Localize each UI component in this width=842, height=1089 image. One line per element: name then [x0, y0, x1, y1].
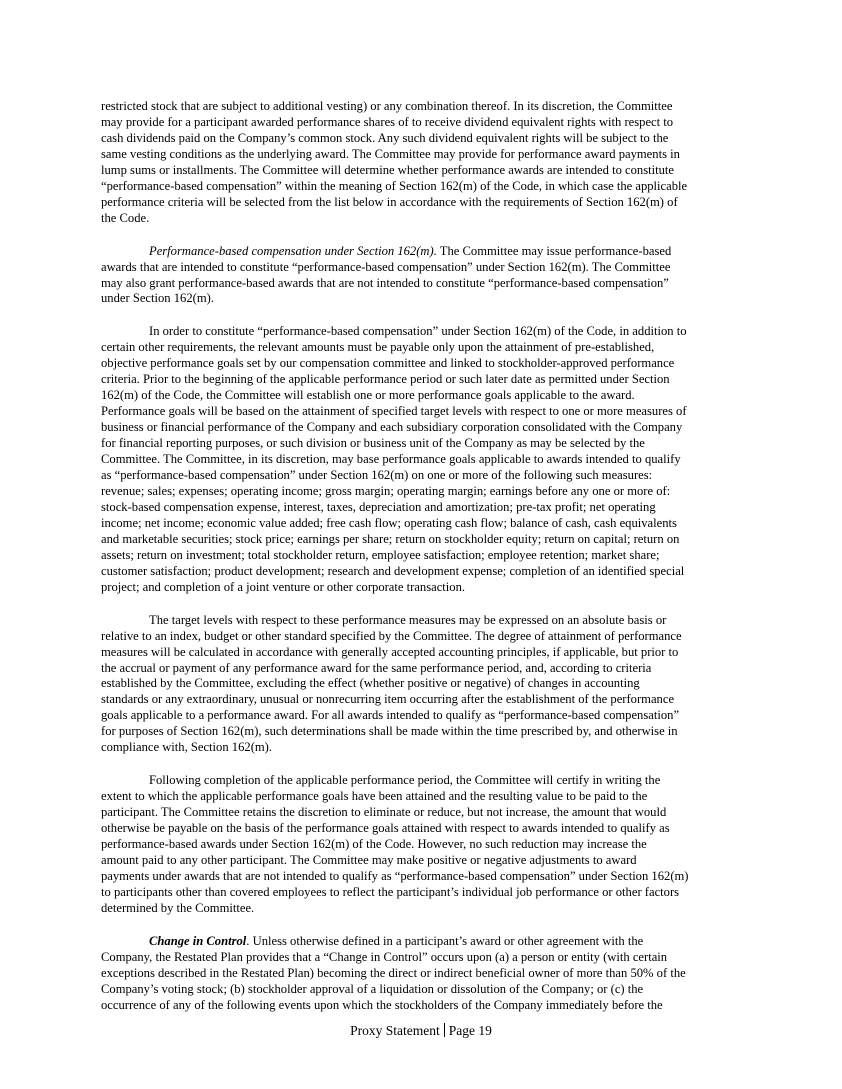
- text-line: awards that are intended to constitute “performance-based compensation” under Section 162(m). The Committee: [101, 259, 671, 274]
- text-line: stock-based compensation expense, interest, taxes, depreciation and amortization; pre-tax profit; net operating: [101, 499, 656, 514]
- paragraph-target-levels: [101, 613, 746, 757]
- text-line: for purposes of Section 162(m), such determinations shall be made within the time prescribed by, and otherwise in: [101, 724, 678, 739]
- text-line: exceptions described in the Restated Plan) becoming the direct or indirect beneficial owner of more than 50% of the: [101, 965, 686, 980]
- footer-divider: [444, 1023, 445, 1037]
- text-line: objective performance goals set by our compensation committee and linked to stockholder-approved performance: [101, 356, 675, 371]
- text-line: extent to which the applicable performance goals have been attained and the resulting value to be paid to the: [101, 789, 648, 804]
- text-line: customer satisfaction; product development; research and development expense; completion of an identified special: [101, 563, 685, 578]
- text-line: amount paid to any other participant. The Committee may make positive or negative adjustments to award: [101, 852, 637, 867]
- text-line: standards or any extraordinary, unusual or nonrecurring item occurring after the establishment of the performance: [101, 692, 675, 707]
- text-line: performance-based awards under Section 162(m) of the Code. However, no such reduction may increase the: [101, 837, 647, 852]
- text-line: may also grant performance-based awards that are not intended to constitute “performance-based compensation”: [101, 275, 669, 290]
- text-line: determined by the Committee.: [101, 900, 255, 915]
- text-line: for financial reporting purposes, or such division or business unit of the Company as may be selected by the: [101, 436, 645, 451]
- text-line: same vesting conditions as the underlying award. The Committee may provide for performance award payments in: [101, 146, 680, 161]
- text-line: The target levels with respect to these performance measures may be expressed on an absolute basis or: [149, 612, 667, 627]
- text-line: under Section 162(m).: [101, 291, 214, 306]
- text-line: lump sums or installments. The Committee will determine whether performance awards are intended to constitute: [101, 162, 674, 177]
- text-line: payments under awards that are not intended to qualify as “performance-based compensation” under Section 162(m): [101, 868, 689, 883]
- text-line: occurrence of any of the following events upon which the stockholders of the Company immediately before the: [101, 997, 663, 1012]
- text-line: relative to an index, budget or other standard specified by the Committee. The degree of attainment of performance: [101, 628, 682, 643]
- text-run: . Unless otherwise defined in a participant’s award or other agreement with the: [246, 933, 644, 948]
- text-line: and marketable securities; stock price; earnings per share; return on stockholder equity; return on capital; return on: [101, 531, 680, 546]
- text-line: the accrual or payment of any performance award for the same performance period, and, according to criteria: [101, 660, 652, 675]
- text-line: project; and completion of a joint venture or other corporate transaction.: [101, 579, 466, 594]
- text-line: established by the Committee, excluding the effect (whether positive or negative) of changes in accounting: [101, 676, 640, 691]
- text-line: participant. The Committee retains the discretion to eliminate or reduce, but not increase, the amount that would: [101, 805, 667, 820]
- footer-label: Proxy Statement: [350, 1023, 440, 1038]
- text-line: assets; return on investment; total stockholder return, employee satisfaction; employee retention; market share;: [101, 547, 660, 562]
- text-line: cash dividends paid on the Company’s common stock. Any such dividend equivalent rights will be subject to the: [101, 130, 669, 145]
- page-number: Page 19: [448, 1023, 492, 1038]
- text-line: Committee. The Committee, in its discretion, may base performance goals applicable to awards intended to qualify: [101, 452, 681, 467]
- text-line: performance criteria will be selected from the list below in accordance with the requirements of Section 162(m) of: [101, 194, 678, 209]
- text-line: Following completion of the applicable performance period, the Committee will certify in writing the: [149, 773, 661, 788]
- text-line: [101, 934, 746, 950]
- text-line: to participants other than covered employees to reflect the participant’s individual job performance or other factors: [101, 884, 680, 899]
- text-line: certain other requirements, the relevant amounts must be payable only upon the attainment of pre-established,: [101, 340, 655, 355]
- text-line: income; net income; economic value added; free cash flow; operating cash flow; balance of cash, cash equivalents: [101, 515, 677, 530]
- document-body: [101, 99, 746, 1031]
- text-line: compliance with, Section 162(m).: [101, 740, 273, 755]
- text-line: measures will be calculated in accordance with generally accepted accounting principles, if applicable, but prior to: [101, 644, 679, 659]
- text-line: as “performance-based compensation” under Section 162(m) on one or more of the following such measures:: [101, 468, 653, 483]
- text-line: “performance-based compensation” within the meaning of Section 162(m) of the Code, in which case the applicable: [101, 178, 688, 193]
- text-run: The Committee may issue performance-based: [436, 243, 672, 258]
- text-line: restricted stock that are subject to additional vesting) or any combination thereof. In its discretion, the Committee: [101, 99, 673, 113]
- text-line: business or financial performance of the Company and each subsidiary corporation consolidated with the Company: [101, 420, 683, 435]
- text-line: otherwise be payable on the basis of the performance goals attained with respect to awards intended to qualify as: [101, 821, 670, 836]
- text-line: criteria. Prior to the beginning of the applicable performance period or such later date as permitted under Section: [101, 372, 670, 387]
- section-heading: Performance-based compensation under Section 162(m).: [149, 243, 437, 258]
- paragraph-section-162m: [101, 244, 746, 308]
- text-line: In order to constitute “performance-based compensation” under Section 162(m) of the Code, in addition to: [149, 324, 687, 339]
- paragraph-performance-awards: [101, 99, 746, 227]
- text-line: revenue; sales; expenses; operating income; gross margin; operating margin; earnings before any one or more of:: [101, 483, 671, 498]
- text-line: may provide for a participant awarded performance shares of to receive dividend equivalent rights with respect to: [101, 114, 674, 129]
- paragraph-certification: [101, 773, 746, 917]
- text-line: the Code.: [101, 210, 150, 225]
- text-line: Company, the Restated Plan provides that a “Change in Control” occurs upon (a) a person or entity (with certain: [101, 949, 668, 964]
- paragraph-change-in-control: [101, 934, 746, 1014]
- paragraph-performance-goals: [101, 324, 746, 595]
- text-line: 162(m) of the Code, the Committee will establish one or more performance goals applicable to the award.: [101, 388, 635, 403]
- page-footer: [0, 1023, 842, 1039]
- text-line: [101, 244, 746, 260]
- section-heading: Change in Control: [149, 933, 247, 948]
- text-line: Company’s voting stock; (b) stockholder approval of a liquidation or dissolution of the Company; or (c) the: [101, 981, 644, 996]
- text-line: goals applicable to a performance award. For all awards intended to qualify as “performance-based compensation”: [101, 708, 680, 723]
- text-line: Performance goals will be based on the attainment of specified target levels with respect to one or more measures of: [101, 404, 687, 419]
